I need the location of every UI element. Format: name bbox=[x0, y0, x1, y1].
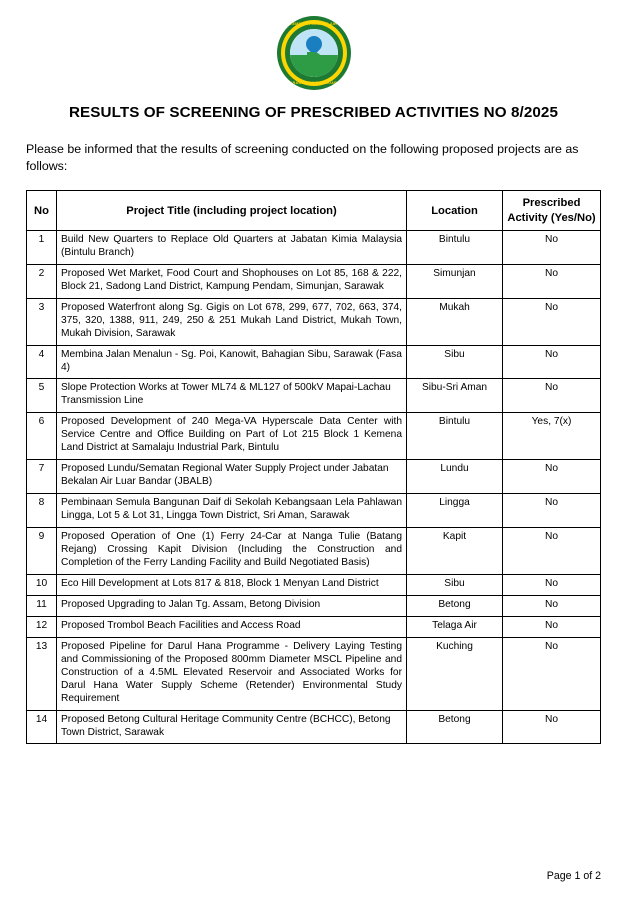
table-row bbox=[27, 230, 601, 264]
cell-prescribed-activity: No bbox=[503, 637, 601, 710]
cell-project-title: Proposed Waterfront along Sg. Gigis on Lot 678, 299, 677, 702, 663, 374, 375, 320, 1388, 911, 249, 250 & 251 Mukah Land District, Mukah Town, Mukah Division, Sarawak bbox=[57, 298, 407, 345]
column-header-location: Location bbox=[407, 191, 503, 230]
sarawak-rivers-board-logo-icon bbox=[277, 16, 351, 90]
cell-project-title: Proposed Trombol Beach Facilities and Access Road bbox=[57, 616, 407, 637]
page-title: RESULTS OF SCREENING OF PRESCRIBED ACTIVITIES NO 8/2025 bbox=[68, 104, 559, 121]
cell-location: Sibu bbox=[407, 574, 503, 595]
cell-location: Telaga Air bbox=[407, 616, 503, 637]
cell-location: Sibu-Sri Aman bbox=[407, 379, 503, 413]
cell-no: 13 bbox=[27, 637, 57, 710]
cell-prescribed-activity: No bbox=[503, 230, 601, 264]
cell-no: 10 bbox=[27, 574, 57, 595]
table-body bbox=[27, 230, 601, 744]
table-row bbox=[27, 494, 601, 528]
cell-no: 11 bbox=[27, 595, 57, 616]
table-row bbox=[27, 298, 601, 345]
cell-project-title: Proposed Wet Market, Food Court and Shophouses on Lot 85, 168 & 222, Block 21, Sadong Land District, Kampung Pendam, Simunjan, Sarawak bbox=[57, 264, 407, 298]
cell-no: 14 bbox=[27, 710, 57, 744]
cell-no: 8 bbox=[27, 494, 57, 528]
logo-bottom-text: SARAWAK RIVERS BOARD bbox=[287, 81, 340, 85]
cell-project-title: Proposed Lundu/Sematan Regional Water Supply Project under Jabatan Bekalan Air Luar Bandar (JBALB) bbox=[57, 460, 407, 494]
cell-no: 4 bbox=[27, 345, 57, 379]
table-row bbox=[27, 574, 601, 595]
intro-paragraph: Please be informed that the results of screening conducted on the following proposed projects are as follows: bbox=[26, 142, 579, 173]
table-row bbox=[27, 528, 601, 575]
cell-prescribed-activity: No bbox=[503, 494, 601, 528]
cell-no: 3 bbox=[27, 298, 57, 345]
cell-location: Simunjan bbox=[407, 264, 503, 298]
column-header-no: No bbox=[27, 191, 57, 230]
cell-location: Betong bbox=[407, 595, 503, 616]
cell-location: Mukah bbox=[407, 298, 503, 345]
table-row bbox=[27, 637, 601, 710]
cell-location: Sibu bbox=[407, 345, 503, 379]
table-row bbox=[27, 710, 601, 744]
cell-location: Bintulu bbox=[407, 413, 503, 460]
cell-location: Bintulu bbox=[407, 230, 503, 264]
cell-prescribed-activity: No bbox=[503, 710, 601, 744]
cell-location: Kuching bbox=[407, 637, 503, 710]
cell-project-title: Proposed Upgrading to Jalan Tg. Assam, Betong Division bbox=[57, 595, 407, 616]
column-header-project: Project Title (including project location) bbox=[57, 191, 407, 230]
cell-no: 9 bbox=[27, 528, 57, 575]
cell-no: 5 bbox=[27, 379, 57, 413]
table-row bbox=[27, 616, 601, 637]
table-row bbox=[27, 264, 601, 298]
cell-prescribed-activity: No bbox=[503, 345, 601, 379]
page-footer: Page 1 of 2 bbox=[546, 870, 601, 882]
cell-prescribed-activity: No bbox=[503, 595, 601, 616]
cell-location: Lundu bbox=[407, 460, 503, 494]
cell-location: Kapit bbox=[407, 528, 503, 575]
cell-project-title: Pembinaan Semula Bangunan Daif di Sekolah Kebangsaan Lela Pahlawan Lingga, Lot 5 & Lot 31, Lingga Town District, Sri Aman, Sarawak bbox=[57, 494, 407, 528]
cell-prescribed-activity: No bbox=[503, 264, 601, 298]
cell-project-title: Proposed Betong Cultural Heritage Community Centre (BCHCC), Betong Town District, Sarawak bbox=[57, 710, 407, 744]
cell-project-title: Slope Protection Works at Tower ML74 & ML127 of 500kV Mapai-Lachau Transmission Line bbox=[57, 379, 407, 413]
cell-prescribed-activity: No bbox=[503, 528, 601, 575]
cell-prescribed-activity: No bbox=[503, 574, 601, 595]
cell-no: 7 bbox=[27, 460, 57, 494]
table-row bbox=[27, 595, 601, 616]
cell-prescribed-activity: No bbox=[503, 616, 601, 637]
table-row bbox=[27, 345, 601, 379]
table-row bbox=[27, 460, 601, 494]
column-header-prescribed-activity: Prescribed Activity (Yes/No) bbox=[503, 191, 601, 230]
cell-location: Lingga bbox=[407, 494, 503, 528]
cell-no: 6 bbox=[27, 413, 57, 460]
cell-prescribed-activity: No bbox=[503, 460, 601, 494]
cell-location: Betong bbox=[407, 710, 503, 744]
cell-project-title: Proposed Operation of One (1) Ferry 24-Car at Nanga Tulie (Batang Rejang) Crossing Kapit Division (Including the Construction and Completion of the Ferry Landing Facility and Build Negotiated Basis) bbox=[57, 528, 407, 575]
logo-emblem bbox=[290, 29, 338, 77]
cell-no: 1 bbox=[27, 230, 57, 264]
cell-project-title: Eco Hill Development at Lots 817 & 818, Block 1 Menyan Land District bbox=[57, 574, 407, 595]
cell-no: 12 bbox=[27, 616, 57, 637]
cell-prescribed-activity: No bbox=[503, 298, 601, 345]
cell-project-title: Membina Jalan Menalun - Sg. Poi, Kanowit, Bahagian Sibu, Sarawak (Fasa 4) bbox=[57, 345, 407, 379]
table-row bbox=[27, 413, 601, 460]
cell-prescribed-activity: Yes, 7(x) bbox=[503, 413, 601, 460]
cell-project-title: Proposed Pipeline for Darul Hana Programme - Delivery Laying Testing and Commissioning of the Proposed 800mm Diameter MSCL Pipeline and Construction of a 4.5ML Elevated Reservoir and Associated Works for Darul Hana Water Supply Scheme (Retender) Environmental Study Requirement bbox=[57, 637, 407, 710]
cell-no: 2 bbox=[27, 264, 57, 298]
table-header-row bbox=[27, 191, 601, 230]
logo-container bbox=[26, 14, 601, 92]
cell-project-title: Build New Quarters to Replace Old Quarters at Jabatan Kimia Malaysia (Bintulu Branch) bbox=[57, 230, 407, 264]
screening-results-table bbox=[26, 190, 601, 744]
logo-top-text: LEMBAGA SUMBER AIR bbox=[289, 21, 338, 26]
cell-project-title: Proposed Development of 240 Mega-VA Hyperscale Data Center with Service Centre and Office Building on Part of Lot 215 Block 1 Kemena Land District at Samalaju Industrial Park, Bintulu bbox=[57, 413, 407, 460]
cell-prescribed-activity: No bbox=[503, 379, 601, 413]
table-row bbox=[27, 379, 601, 413]
